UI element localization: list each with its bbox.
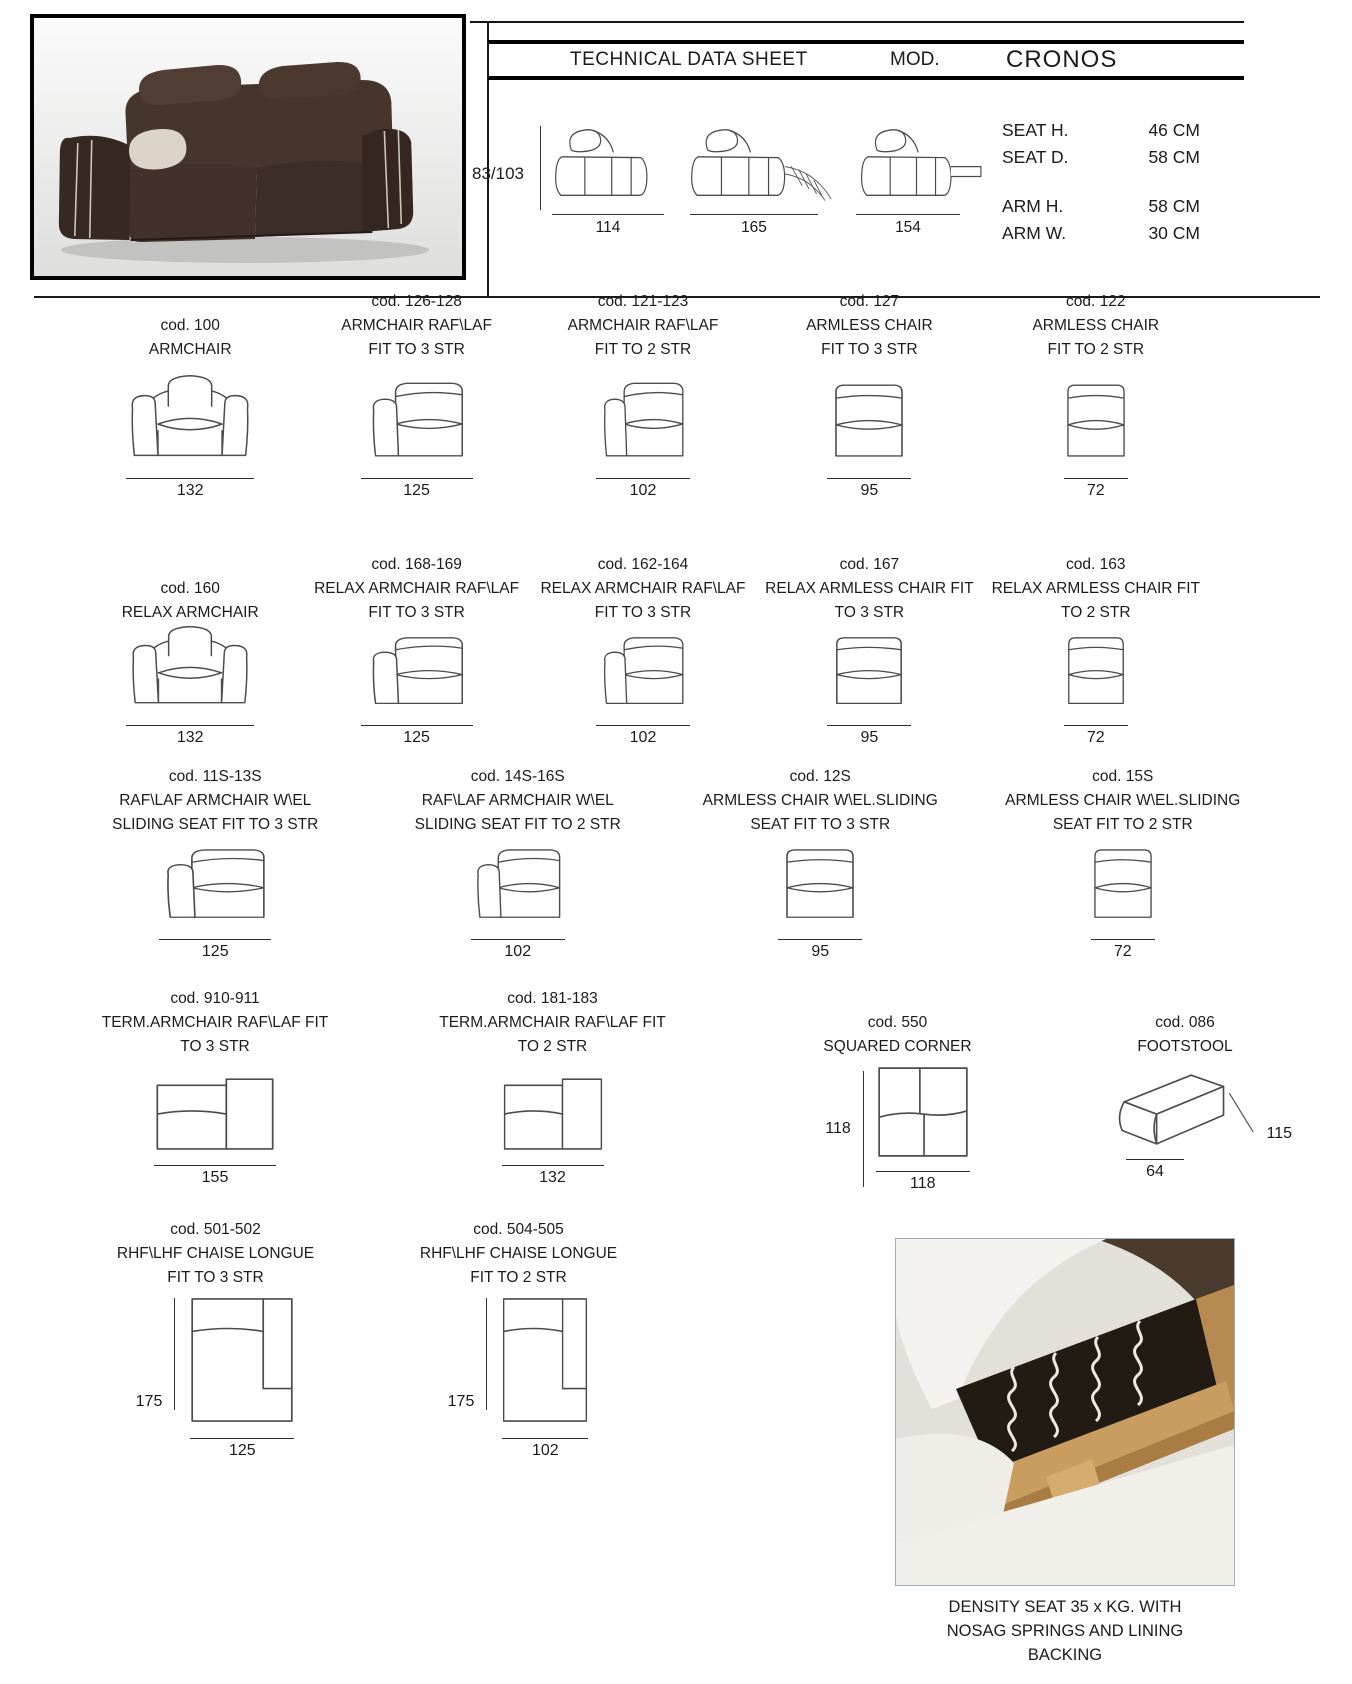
module-code: cod. 12S xyxy=(789,767,851,785)
module-name: TERM.ARMCHAIR RAF\LAF FIT xyxy=(101,1013,329,1031)
construction-note xyxy=(905,1596,1225,1668)
armless-chair-drawing xyxy=(780,845,860,923)
module-name: ARMLESS CHAIR xyxy=(806,316,933,334)
module-name: ARMLESS CHAIR W\EL.SLIDING xyxy=(1005,791,1241,809)
module-footstool xyxy=(1070,985,1300,1193)
module-code: cod. 086 xyxy=(1155,1013,1215,1031)
dim-line xyxy=(596,725,690,726)
seat-construction-photo xyxy=(896,1239,1234,1585)
side-width-3: 154 xyxy=(895,219,921,236)
module-width: 132 xyxy=(176,482,204,499)
module-width: 95 xyxy=(860,729,879,746)
module-chaise-longue-3str xyxy=(64,1212,367,1460)
module-width: 102 xyxy=(629,482,657,499)
side-dim-line xyxy=(863,1071,864,1187)
module-width: 102 xyxy=(531,1442,559,1459)
module-code: cod. 127 xyxy=(839,292,900,310)
spec-value: 58 CM xyxy=(1148,196,1200,216)
module-depth-dim: 115 xyxy=(1266,1125,1292,1142)
spec-value: 58 CM xyxy=(1148,147,1200,167)
armchair-front-drawing xyxy=(125,623,255,709)
module-code: cod. 550 xyxy=(867,1013,928,1031)
module-row-3 xyxy=(64,757,1274,961)
side-dim-line xyxy=(486,1298,487,1410)
dim-line xyxy=(159,939,271,940)
module-sliding-armless-3str xyxy=(669,757,972,961)
module-name-2: SLIDING SEAT FIT TO 2 STR xyxy=(414,815,621,833)
module-name-2: FIT TO 2 STR xyxy=(594,340,692,358)
module-name: ARMLESS CHAIR W\EL.SLIDING xyxy=(702,791,938,809)
corner-top-drawing xyxy=(876,1065,970,1159)
module-side-dim: 118 xyxy=(825,1120,851,1137)
module-code: cod. 162-164 xyxy=(597,555,689,573)
armless-chair-drawing xyxy=(1063,633,1129,709)
spec-label: SEAT D. xyxy=(1002,147,1069,167)
dim-line xyxy=(361,478,473,479)
dim-line xyxy=(126,478,254,479)
side-width-2: 165 xyxy=(741,219,767,236)
armchair-front-drawing xyxy=(124,372,256,462)
module-relax-armless-3str xyxy=(756,545,982,747)
module-name: RAF\LAF ARMCHAIR W\EL xyxy=(119,791,312,809)
product-photo-frame xyxy=(30,14,466,280)
armless-chair-drawing xyxy=(1062,380,1130,462)
module-code: cod. 122 xyxy=(1066,292,1126,310)
model-label: MOD. xyxy=(890,49,940,70)
module-armchair-raf-2str xyxy=(530,292,756,500)
module-width: 95 xyxy=(811,943,830,960)
spec-label: ARM W. xyxy=(1002,223,1067,243)
module-code: cod. 160 xyxy=(160,579,220,597)
module-row-1 xyxy=(77,292,1209,500)
dim-line xyxy=(827,725,911,726)
one-arm-chair-drawing xyxy=(599,378,687,462)
sofa-photo xyxy=(34,18,462,276)
module-width: 125 xyxy=(403,482,430,499)
module-width: 72 xyxy=(1086,729,1105,746)
module-sliding-raf-3str xyxy=(64,757,367,961)
module-name: ARMCHAIR RAF\LAF xyxy=(567,316,719,334)
dim-line xyxy=(876,1171,970,1172)
module-name-2: TO 3 STR xyxy=(834,603,905,621)
armless-chair-drawing xyxy=(830,633,908,709)
module-width: 102 xyxy=(629,729,657,746)
module-sliding-armless-2str xyxy=(972,757,1275,961)
module-name-2: SLIDING SEAT FIT TO 3 STR xyxy=(112,815,319,833)
module-row-5 xyxy=(64,1212,670,1460)
seat-construction-photo-frame xyxy=(895,1238,1235,1586)
module-name: SQUARED CORNER xyxy=(823,1037,972,1055)
module-code: cod. 11S-13S xyxy=(168,767,262,785)
module-width: 95 xyxy=(860,482,879,499)
module-name: RELAX ARMLESS CHAIR FIT xyxy=(991,579,1201,597)
module-name-2: FIT TO 3 STR xyxy=(594,603,692,621)
module-side-dim: 175 xyxy=(447,1393,475,1410)
module-name: ARMLESS CHAIR xyxy=(1032,316,1160,334)
module-name-2: TO 2 STR xyxy=(1061,603,1131,621)
module-relax-armchair-raf-3str xyxy=(303,545,529,747)
module-name: RELAX ARMCHAIR RAF\LAF xyxy=(314,579,520,597)
width-dim-line-2 xyxy=(690,214,818,215)
one-arm-chair-drawing xyxy=(367,633,467,709)
armless-chair-drawing xyxy=(829,380,909,462)
module-code: cod. 910-911 xyxy=(170,989,260,1007)
module-relax-armchair-raf-2str xyxy=(530,545,756,747)
dim-line xyxy=(1126,1159,1184,1160)
sofa-side-view-mechanism xyxy=(858,124,986,206)
module-code: cod. 168-169 xyxy=(371,555,462,573)
dim-line xyxy=(126,725,254,726)
spec-seat-depth xyxy=(1002,147,1200,168)
module-width: 125 xyxy=(403,729,430,746)
module-width: 102 xyxy=(504,943,532,960)
width-dim-line-1 xyxy=(552,214,664,215)
module-code: cod. 163 xyxy=(1066,555,1126,573)
note-line-1: DENSITY SEAT 35 x KG. WITH xyxy=(948,1598,1182,1616)
module-chaise-longue-2str xyxy=(367,1212,670,1460)
module-name: ARMCHAIR xyxy=(148,340,232,358)
module-name-2: FIT TO 3 STR xyxy=(821,340,918,358)
chaise-longue-top-drawing xyxy=(189,1296,295,1424)
terminal-armchair-top-drawing xyxy=(153,1073,277,1153)
spec-arm-width xyxy=(1002,223,1200,244)
module-name-2: FIT TO 3 STR xyxy=(368,603,465,621)
overall-height-label: 83/103 xyxy=(472,164,524,183)
module-term-armchair-3str xyxy=(50,985,380,1193)
module-code: cod. 100 xyxy=(160,316,220,334)
module-name-2: FIT TO 2 STR xyxy=(1047,340,1145,358)
module-code: cod. 181-183 xyxy=(507,989,598,1007)
side-width-1: 114 xyxy=(595,219,621,236)
module-row-4 xyxy=(50,985,1300,1193)
module-code: cod. 121-123 xyxy=(597,292,689,310)
dim-line xyxy=(361,725,473,726)
spec-value: 30 CM xyxy=(1148,223,1200,243)
module-width: 132 xyxy=(539,1169,566,1186)
module-width: 72 xyxy=(1113,943,1132,960)
one-arm-chair-drawing xyxy=(161,845,269,923)
dim-line xyxy=(1064,478,1128,479)
module-name: RHF\LHF CHAISE LONGUE xyxy=(419,1244,618,1262)
module-code: cod. 167 xyxy=(839,555,900,573)
module-armless-2str xyxy=(983,292,1209,500)
spec-value: 46 CM xyxy=(1148,120,1200,140)
dim-line xyxy=(471,939,565,940)
width-dim-line-3 xyxy=(856,214,960,215)
footstool-drawing xyxy=(1110,1067,1260,1151)
module-width: 64 xyxy=(1146,1163,1164,1180)
module-width: 125 xyxy=(228,1442,256,1459)
module-name-2: FIT TO 2 STR xyxy=(470,1268,567,1286)
spec-label: ARM H. xyxy=(1002,196,1064,216)
module-width: 118 xyxy=(909,1175,936,1192)
module-code: cod. 504-505 xyxy=(473,1220,564,1238)
spec-arm-height xyxy=(1002,196,1200,217)
module-name-2: TO 2 STR xyxy=(517,1037,588,1055)
module-code: cod. 126-128 xyxy=(371,292,462,310)
module-name-2: TO 3 STR xyxy=(180,1037,250,1055)
module-relax-armchair xyxy=(77,545,303,747)
dim-line xyxy=(502,1438,588,1439)
header-top-rule xyxy=(470,21,1244,23)
height-dim-line xyxy=(540,126,541,210)
side-dim-line xyxy=(174,1298,175,1410)
module-name: TERM.ARMCHAIR RAF\LAF FIT xyxy=(439,1013,666,1031)
module-width: 125 xyxy=(201,943,229,960)
title-bar xyxy=(488,40,1244,80)
module-armchair-raf-3str xyxy=(303,292,529,500)
one-arm-chair-drawing xyxy=(367,378,467,462)
module-name: RELAX ARMCHAIR RAF\LAF xyxy=(540,579,746,597)
module-name-2: SEAT FIT TO 3 STR xyxy=(750,815,891,833)
one-arm-chair-drawing xyxy=(599,633,687,709)
module-name-2: FIT TO 3 STR xyxy=(368,340,465,358)
sofa-side-view-1 xyxy=(552,124,664,206)
dim-line xyxy=(778,939,862,940)
sheet-title: TECHNICAL DATA SHEET xyxy=(570,49,808,70)
chaise-longue-top-drawing xyxy=(501,1296,589,1424)
module-code: cod. 14S-16S xyxy=(470,767,565,785)
module-name: RHF\LHF CHAISE LONGUE xyxy=(116,1244,315,1262)
note-line-2: NOSAG SPRINGS AND LINING xyxy=(946,1621,1184,1640)
module-sliding-raf-2str xyxy=(367,757,670,961)
module-relax-armless-2str xyxy=(983,545,1209,747)
module-name: RELAX ARMCHAIR xyxy=(121,603,259,621)
module-armless-3str xyxy=(756,292,982,500)
note-line-3: BACKING xyxy=(1027,1645,1103,1664)
module-name: ARMCHAIR RAF\LAF xyxy=(341,316,492,334)
dim-line xyxy=(190,1438,294,1439)
dim-line xyxy=(1064,725,1128,726)
model-name: CRONOS xyxy=(1006,46,1118,73)
module-width: 132 xyxy=(176,729,204,746)
module-side-dim: 175 xyxy=(135,1393,163,1410)
module-armchair xyxy=(77,300,303,500)
one-arm-chair-drawing xyxy=(472,845,564,923)
module-name: RAF\LAF ARMCHAIR W\EL xyxy=(421,791,614,809)
module-width: 72 xyxy=(1086,482,1105,499)
dim-line xyxy=(502,1165,604,1166)
module-code: cod. 15S xyxy=(1092,767,1154,785)
module-name-2: SEAT FIT TO 2 STR xyxy=(1052,815,1193,833)
sofa-side-view-reclined xyxy=(688,124,840,206)
module-name: FOOTSTOOL xyxy=(1137,1037,1233,1055)
module-term-armchair-2str xyxy=(380,985,725,1193)
dim-line xyxy=(596,478,690,479)
dim-line xyxy=(1091,939,1155,940)
armless-chair-drawing xyxy=(1089,845,1157,923)
dim-line xyxy=(827,478,911,479)
spec-seat-height xyxy=(1002,120,1200,141)
module-squared-corner xyxy=(725,985,1070,1193)
module-name: RELAX ARMLESS CHAIR FIT xyxy=(765,579,974,597)
module-row-2 xyxy=(77,545,1209,747)
module-code: cod. 501-502 xyxy=(170,1220,261,1238)
spec-label: SEAT H. xyxy=(1002,120,1069,140)
terminal-armchair-top-drawing xyxy=(501,1073,605,1153)
module-width: 155 xyxy=(201,1169,229,1186)
module-name-2: FIT TO 3 STR xyxy=(167,1268,264,1286)
dim-line xyxy=(154,1165,276,1166)
